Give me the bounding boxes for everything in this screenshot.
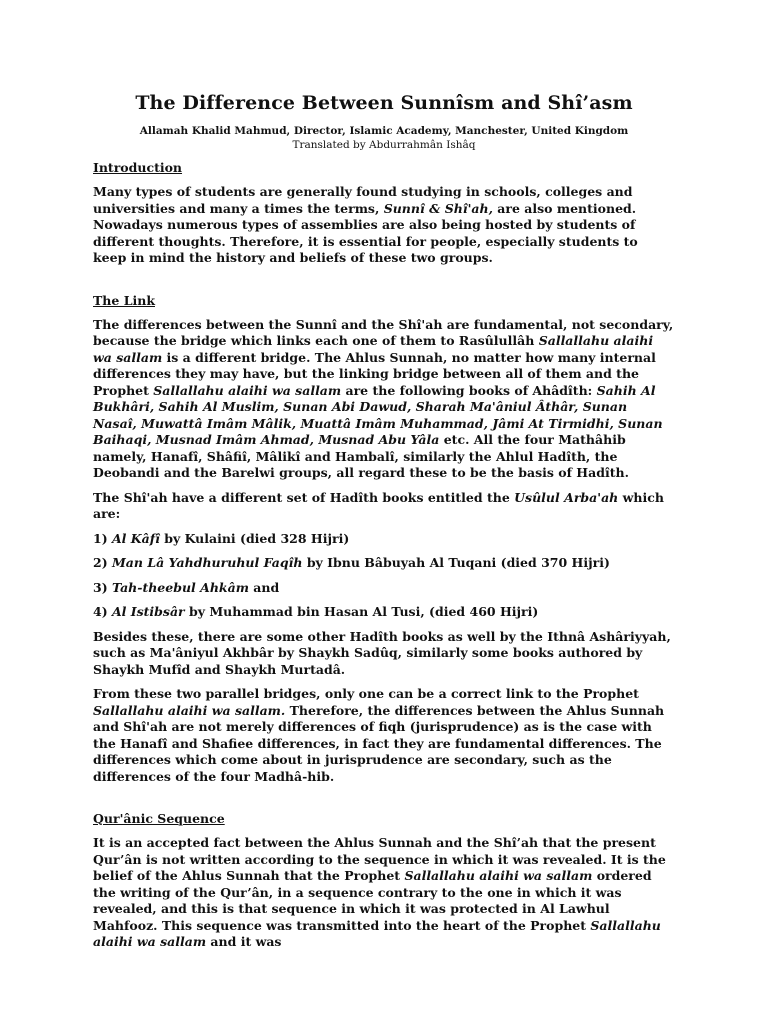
- paragraph-link-1: The differences between the Sunnî and the Shî'ah are fundamental, not secondary, because the bridge which links each one of them to Rasûlullâh Sallallahu alaihi wa sallam is a different bridge. The Ahlus Sunnah, no matter how many internal differences they may have, but the linking bridge between all of them and the Prophet Sallallahu alaihi wa sallam are the following books of Ahâdîth: Sahih Al Bukhâri, Sahih Al Muslim, Sunan Abi Dawud, Sharah Ma'âniul Âthâr, Sunan Nasaî, Muwattâ Imâm Mâlik, Muattâ Imâm Muhammad, Jâmi At Tirmidhi, Sunan Baihaqi, Musnad Imâm Ahmad, Musnad Abu Yâla etc. All the four Mathâhib namely, Hanafî, Shâfiî, Mâlikî and Hambalî, similarly the Ahlul Hadîth, the Deobandi and the Barelwi groups, all regard these to be the basis of Hadîth.: [93, 316, 674, 480]
- translator-line: Translated by Abdurrahmân Ishâq: [292, 139, 476, 151]
- list-item: 4) Al Istibsâr by Muhammad bin Hasan Al Tusi, (died 460 Hijri): [93, 604, 539, 619]
- list-item: 3) Tah-theebul Ahkâm and: [93, 579, 280, 595]
- heading-quranic-sequence: Qur'ânic Sequence: [93, 811, 225, 826]
- list-item: 1) Al Kâfî by Kulaini (died 328 Hijri): [93, 530, 350, 546]
- heading-the-link: The Link: [93, 292, 155, 308]
- heading-introduction: Introduction: [93, 160, 183, 175]
- author-line: Allamah Khalid Mahmud, Director, Islamic Academy, Manchester, United Kingdom: [139, 125, 629, 137]
- paragraph-introduction: Many types of students are generally found studying in schools, colleges and universities and many a times the terms, Sunnî & Shî'ah, are also mentioned. Nowadays numerous types of assemblies are also being hosted by students of different thoughts. Therefore, it is essential for people, especially students to keep in mind the history and beliefs of these two groups.: [93, 184, 638, 265]
- paragraph-link-3: Besides these, there are some other Hadîth books as well by the Ithnâ Ashâriyyah, such as Ma'âniyul Akhbâr by Shaykh Sadûq, similarly some books authored by Shaykh Mufîd and Shaykh Murtadâ.: [93, 628, 671, 677]
- paragraph-link-4: From these two parallel bridges, only one can be a correct link to the Prophet Sallallahu alaihi wa sallam. Therefore, the differences between the Ahlus Sunnah and Shî'ah are not merely differences of fiqh (jurisprudence) as is the case with the Hanafî and Shafiee differences, in fact they are fundamental differences. The differences which come about in jurisprudence are secondary, such as the differences of the four Madhâ-hib.: [93, 686, 665, 784]
- list-item: 2) Man Lâ Yahdhuruhul Faqîh by Ibnu Bâbuyah Al Tuqani (died 370 Hijri): [93, 555, 610, 570]
- paragraph-link-2: The Shî'ah have a different set of Hadîth books entitled the Usûlul Arba'ah which are:: [93, 489, 664, 521]
- paragraph-quranic-1: It is an accepted fact between the Ahlus Sunnah and the Shî’ah that the present Qur’ân is not written according to the sequence in which it was revealed. It is the belief of the Ahlus Sunnah that the Prophet Sallallahu alaihi wa sallam ordered the writing of the Qur’ân, in a sequence contrary to the one in which it was revealed, and this is that sequence in which it was protected in Al Lawhul Mahfooz. This sequence was transmitted into the heart of the Prophet Sallallahu alaihi wa sallam and it was: [93, 835, 666, 949]
- document-title: The Difference Between Sunnîsm and Shî’asm: [135, 92, 633, 114]
